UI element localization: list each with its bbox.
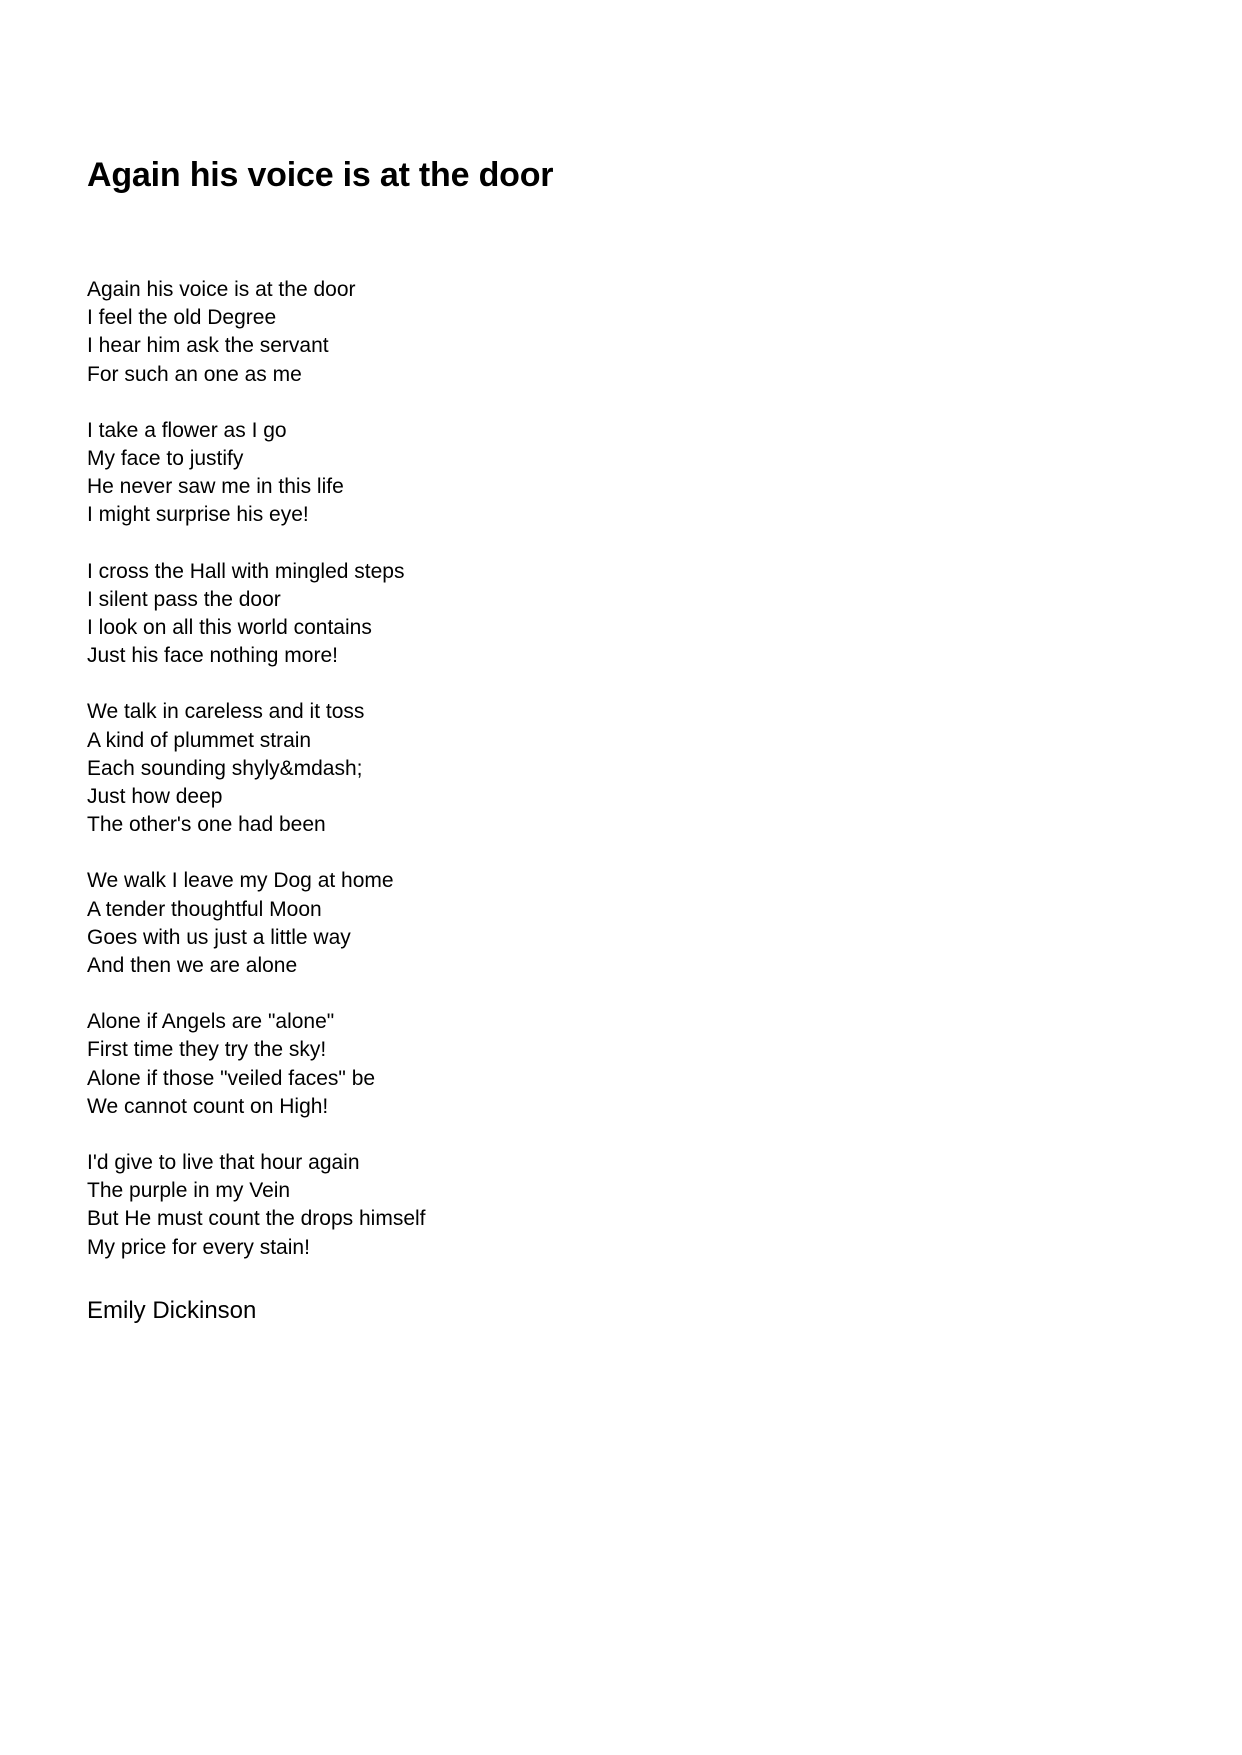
poem-line: He never saw me in this life: [87, 475, 344, 499]
poem-line: I look on all this world contains: [87, 616, 372, 640]
poem-line: We cannot count on High!: [87, 1094, 329, 1118]
poem-line: I'd give to live that hour again: [87, 1151, 360, 1175]
stanza: [87, 867, 787, 980]
poem-body: [87, 276, 787, 1290]
poem-line: Alone if those "veiled faces" be: [87, 1066, 376, 1090]
stanza: [87, 558, 787, 671]
poem-title: Again his voice is at the door: [87, 156, 554, 194]
poem-line: I take a flower as I go: [87, 418, 287, 442]
poem-line: But He must count the drops himself: [87, 1207, 426, 1231]
stanza: [87, 1008, 787, 1121]
poem-line: Each sounding shyly&mdash;: [87, 756, 363, 780]
poem-line: My face to justify: [87, 447, 244, 471]
poem-line: A tender thoughtful Moon: [87, 897, 322, 921]
poem-line: The other's one had been: [87, 813, 326, 837]
stanza: [87, 1149, 787, 1262]
poem-line: For such an one as me: [87, 362, 302, 386]
stanza: [87, 698, 787, 839]
poem-line: I feel the old Degree: [87, 306, 277, 330]
poem-line: I hear him ask the servant: [87, 334, 329, 358]
poem-line: First time they try the sky!: [87, 1038, 327, 1062]
stanza: [87, 276, 787, 389]
poem-line: Goes with us just a little way: [87, 925, 351, 949]
poem-line: The purple in my Vein: [87, 1179, 291, 1203]
poem-line: I silent pass the door: [87, 587, 281, 611]
poem-line: We talk in careless and it toss: [87, 700, 365, 724]
poem-line: Alone if Angels are "alone": [87, 1010, 335, 1034]
poem-line: A kind of plummet strain: [87, 728, 312, 752]
poem-line: I cross the Hall with mingled steps: [87, 559, 405, 583]
poem-line: We walk I leave my Dog at home: [87, 869, 394, 893]
poem-line: Again his voice is at the door: [87, 278, 356, 301]
poem-line: Just his face nothing more!: [87, 644, 338, 668]
stanza: [87, 417, 787, 530]
poem-line: Just how deep: [87, 785, 223, 809]
poem-line: My price for every stain!: [87, 1235, 310, 1259]
poem-line: I might surprise his eye!: [87, 503, 309, 527]
poem-line: And then we are alone: [87, 954, 298, 978]
poem-author: Emily Dickinson: [87, 1297, 257, 1324]
